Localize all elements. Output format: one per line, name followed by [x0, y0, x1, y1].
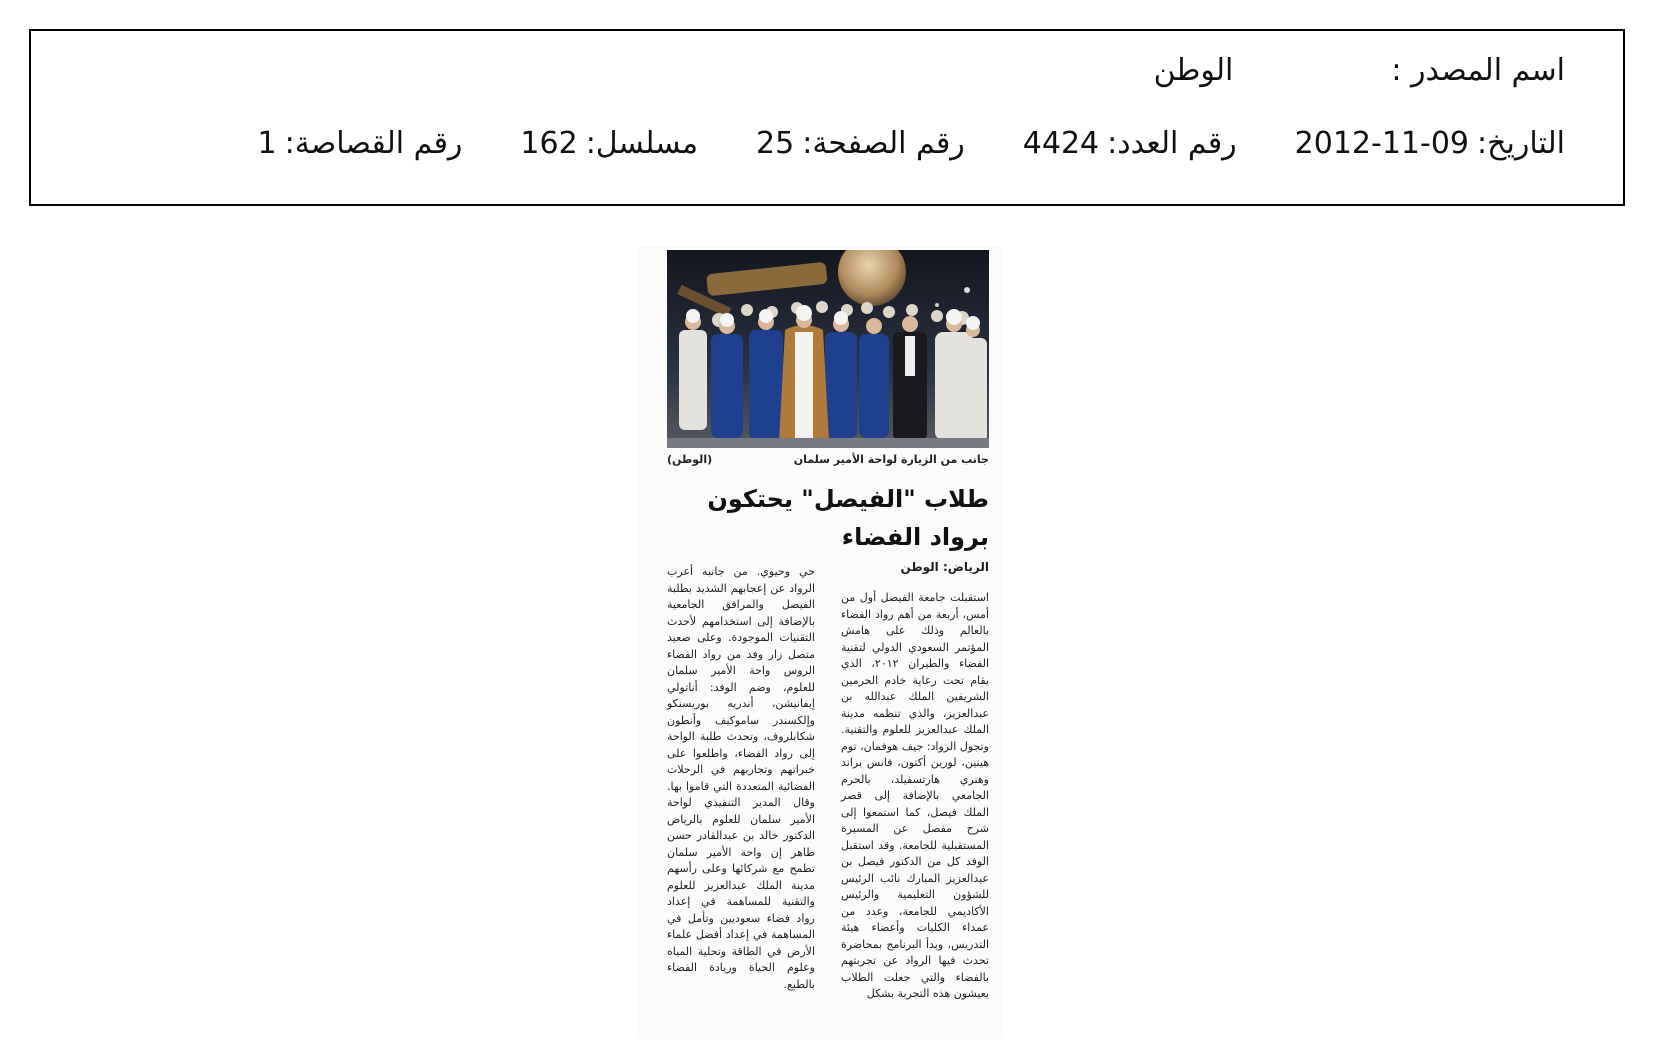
details-row: [258, 126, 1565, 161]
photo-caption: جانب من الزيارة لواحة الأمير سلمان: [793, 453, 989, 466]
source-value: الوطن: [1153, 53, 1234, 88]
clip-number-label: رقم القصاصة:: [284, 126, 463, 161]
date-value: 2012-11-09: [1294, 126, 1470, 161]
page-field: [756, 126, 965, 161]
date-field: [1295, 126, 1565, 161]
article-column-left: حي وحيوي. من جانبه أعرب الرواد عن إعجابهم الشديد بطلبة الفيصل والمرافق الجامعية بالإضافة إلى استخدامهم لأحدث التقنيات الموجودة. وعلى صعيد متصل زار وفد من رواد الفضاء الروس واحة الأمير سلمان للعلوم، وضم الوفد: أناتولي إيفانيشن، أندريه بوريسنكو وإلكسندر ساموكيف وأنطون شكابلروف، وتحدث طلبة الواحة إلى رواد الفضاء، واطلعوا على خبراتهم وتجاربهم في الرحلات الفضائية المتعددة التي قاموا بها. وقال المدير التنفيذي لواحة الأمير سلمان للعلوم بالرياض الدكتور خالد بن عبدالقادر حسن طاهر إن واحة الأمير سلمان تطمح مع شركائها وعلى رأسهم مدينة الملك عبدالعزيز للعلوم والتقنية للمساهمة في إعداد رواد فضاء سعوديين وتأمل في المساهمة في إعداد أفضل علماء الأرض في الطاقة وتحلية المياه وعلوم الحياة وريادة الفضاء بالطبع.: [667, 565, 815, 991]
issue-value: 4424: [1022, 126, 1100, 161]
article-column-right: استقبلت جامعة الفيصل أول من أمس، أربعة من أهم رواد الفضاء بالعالم وذلك على هامش المؤتمر السعودي الدولي لتقنية الفضاء والطيران ٢٠١٢، الذي يقام تحت رعاية خادم الحرمين الشريفين الملك عبدالله بن عبدالعزيز، والذي تنظمه مدينة الملك عبدالعزيز للعلوم والتقنية. وتجول الرواد: جيف هوفمان، توم هينين، لورين أكتون، فانس براند وهنري هارتسفيلد، بالحرم الجامعي بالإضافة إلى قصر الملك فيصل، كما استمعوا إلى شرح مفصل عن المسيرة المستقبلية للجامعة. وقد استقبل الوفد كل من الدكتور فيصل بن عبدالعزيز المبارك نائب الرئيس للشؤون التعليمية والرئيس الأكاديمي للجامعة، وعدد من عمداء الكليات وأعضاء هيئة التدريس، وبدأ البرنامج بمحاضرة تحدث فيها الرواد عن تجربتهم بالفضاء والتي جعلت الطلاب يعيشون هذه التجربة بشكل: [841, 591, 990, 1000]
article-byline: الرياض: الوطن: [900, 560, 989, 574]
issue-label: رقم العدد:: [1107, 126, 1237, 161]
date-label: التاريخ:: [1477, 126, 1565, 161]
source-label: اسم المصدر :: [1391, 53, 1565, 88]
serial-label: مسلسل:: [585, 126, 699, 161]
issue-field: [1023, 126, 1237, 161]
clip-number-value: 1: [257, 126, 277, 161]
page-label: رقم الصفحة:: [802, 126, 965, 161]
clipping-metadata-box: [29, 29, 1625, 206]
article-headline: طلاب "الفيصل" يحتكون برواد الفضاء: [707, 485, 989, 551]
serial-value: 162: [520, 126, 578, 161]
serial-field: [520, 126, 698, 161]
source-row: [1154, 53, 1565, 88]
photo-credit: (الوطن): [667, 453, 713, 466]
group-photo-illustration: [667, 250, 989, 448]
clip-number-field: [258, 126, 463, 161]
photo-caption-row: [667, 453, 989, 466]
page-value: 25: [756, 126, 795, 161]
newspaper-clipping: [639, 248, 1001, 1038]
article-photo: [667, 250, 989, 448]
